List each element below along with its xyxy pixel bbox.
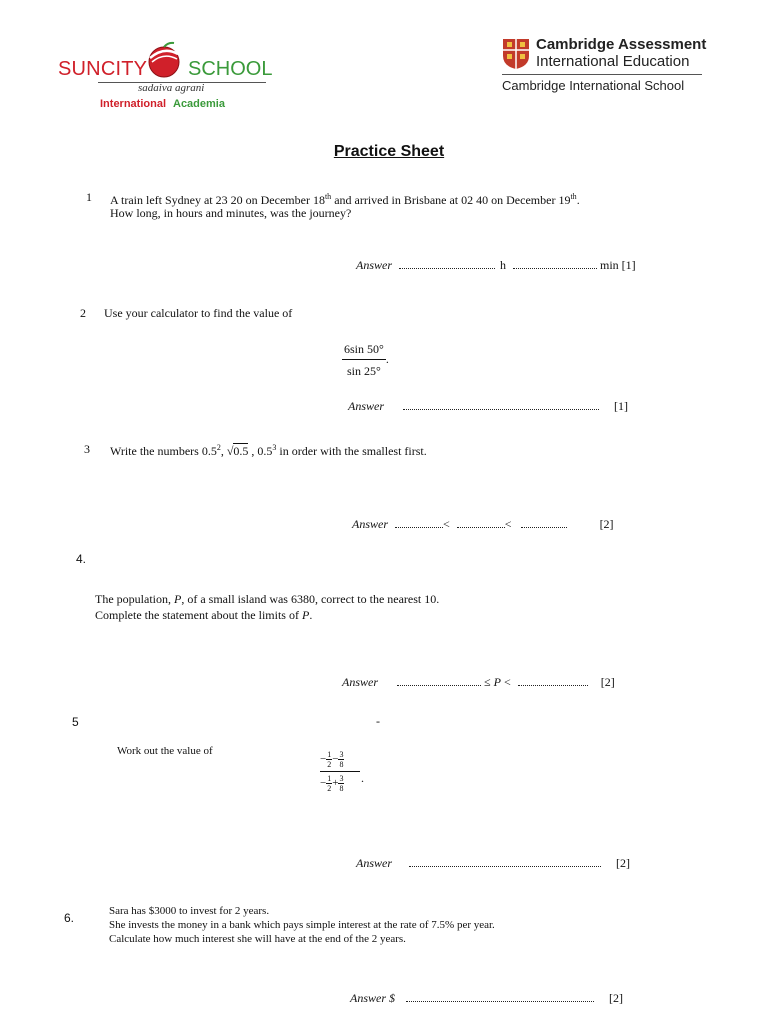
sqrt-icon: √	[226, 444, 234, 458]
answer-blank[interactable]	[403, 399, 599, 410]
answer-row	[348, 398, 638, 414]
compound-fraction	[320, 750, 360, 793]
compound-denominator: − $\frac{1}{2}$ + $\frac{3}{8}$	[320, 774, 344, 793]
marks: [1]	[614, 399, 628, 413]
cambridge-title-line1: Cambridge Assessment	[536, 36, 707, 53]
marks: [2]	[609, 991, 623, 1005]
question-text: Use your calculator to find the value of	[104, 306, 293, 320]
question-number: 3	[84, 442, 90, 456]
answer-label: Answer	[342, 675, 378, 689]
question-text: A train left Sydney at 23 20 on December 18th and arrived in Brisbane at 02 40 on December 19th.	[110, 192, 580, 207]
fraction-denominator: sin 25°	[342, 359, 386, 379]
leq-symbol: ≤	[484, 675, 491, 689]
fraction	[342, 341, 386, 379]
question-number: 6.	[64, 911, 75, 925]
fraction-numerator: 6sin 50°	[344, 342, 384, 356]
question-number: 1	[86, 190, 92, 204]
cambridge-title-line2: International Education	[536, 53, 690, 70]
cambridge-shield-icon	[502, 38, 530, 70]
answer-row	[352, 516, 642, 532]
unit-hours: h	[500, 258, 506, 272]
answer-row	[350, 990, 650, 1006]
marks: [2]	[616, 856, 630, 870]
question-text: Work out the value of	[117, 745, 213, 757]
academia-label-1: International	[100, 98, 167, 110]
cambridge-divider	[502, 74, 702, 75]
answer-row	[356, 257, 636, 273]
question-text-line1: Sara has $3000 to invest for 2 years.	[109, 905, 270, 917]
cambridge-school-label: Cambridge International School	[502, 78, 685, 93]
expression-end: .	[361, 771, 364, 785]
question-text-line2: Complete the statement about the limits of P.	[95, 608, 313, 622]
answer-label: Answer	[356, 258, 392, 272]
suncity-logo	[58, 38, 273, 114]
answer-label: Answer $	[350, 991, 395, 1005]
answer-blank-2[interactable]	[457, 517, 505, 528]
school-name-right: SCHOOL	[188, 58, 273, 80]
cambridge-logo	[502, 36, 712, 100]
unit-minutes-marks: min [1]	[600, 258, 636, 272]
answer-blank[interactable]	[409, 856, 601, 867]
answer-row	[342, 674, 642, 690]
answer-blank-1[interactable]	[395, 517, 443, 528]
page-title: Practice Sheet	[333, 143, 445, 160]
answer-row	[356, 855, 646, 871]
less-than: <	[503, 675, 511, 689]
answer-label: Answer	[348, 399, 384, 413]
question-text-line2: How long, in hours and minutes, was the journey?	[110, 206, 352, 220]
less-than-1: <	[443, 517, 450, 531]
stray-mark: -	[376, 714, 380, 728]
expression: $\frac{6\sin 50^\circ}{\sin 25^\circ}$ .	[344, 342, 389, 378]
answer-label: Answer	[352, 517, 388, 531]
answer-blank-lower[interactable]	[397, 675, 481, 686]
answer-label: Answer	[356, 856, 392, 870]
question-text-line2: She invests the money in a bank which pays simple interest at the rate of 7.5% per year.	[109, 919, 495, 931]
less-than-2: <	[504, 517, 512, 531]
compound-numerator: − $\frac{1}{2}$ − $\frac{3}{8}$	[320, 750, 344, 769]
apple-emblem-icon	[144, 40, 184, 80]
question-number: 4.	[76, 552, 87, 566]
answer-blank[interactable]	[406, 991, 594, 1002]
answer-blank-3[interactable]	[521, 517, 567, 528]
marks: [2]	[600, 675, 615, 689]
marks: [2]	[599, 517, 614, 531]
question-text-line3: Calculate how much interest she will have at the end of the 2 years.	[109, 933, 406, 945]
answer-blank-minutes[interactable]	[513, 258, 597, 269]
school-motto: sadaiva agrani	[138, 82, 205, 94]
question-text: The population, P, of a small island was 6380, correct to the nearest 10.	[95, 592, 440, 606]
question-text: Write the numbers $0.5^2$, √0.5 , $0.5^3$ in order with the smallest first.	[110, 443, 427, 458]
question-number: 5	[72, 715, 79, 729]
variable-p: P	[493, 675, 501, 689]
question-number: 2	[80, 306, 86, 320]
answer-blank-upper[interactable]	[518, 675, 588, 686]
school-name-left: SUNCITY	[58, 58, 148, 80]
academia-label-2: Academia	[173, 98, 225, 110]
answer-blank-hours[interactable]	[399, 258, 495, 269]
